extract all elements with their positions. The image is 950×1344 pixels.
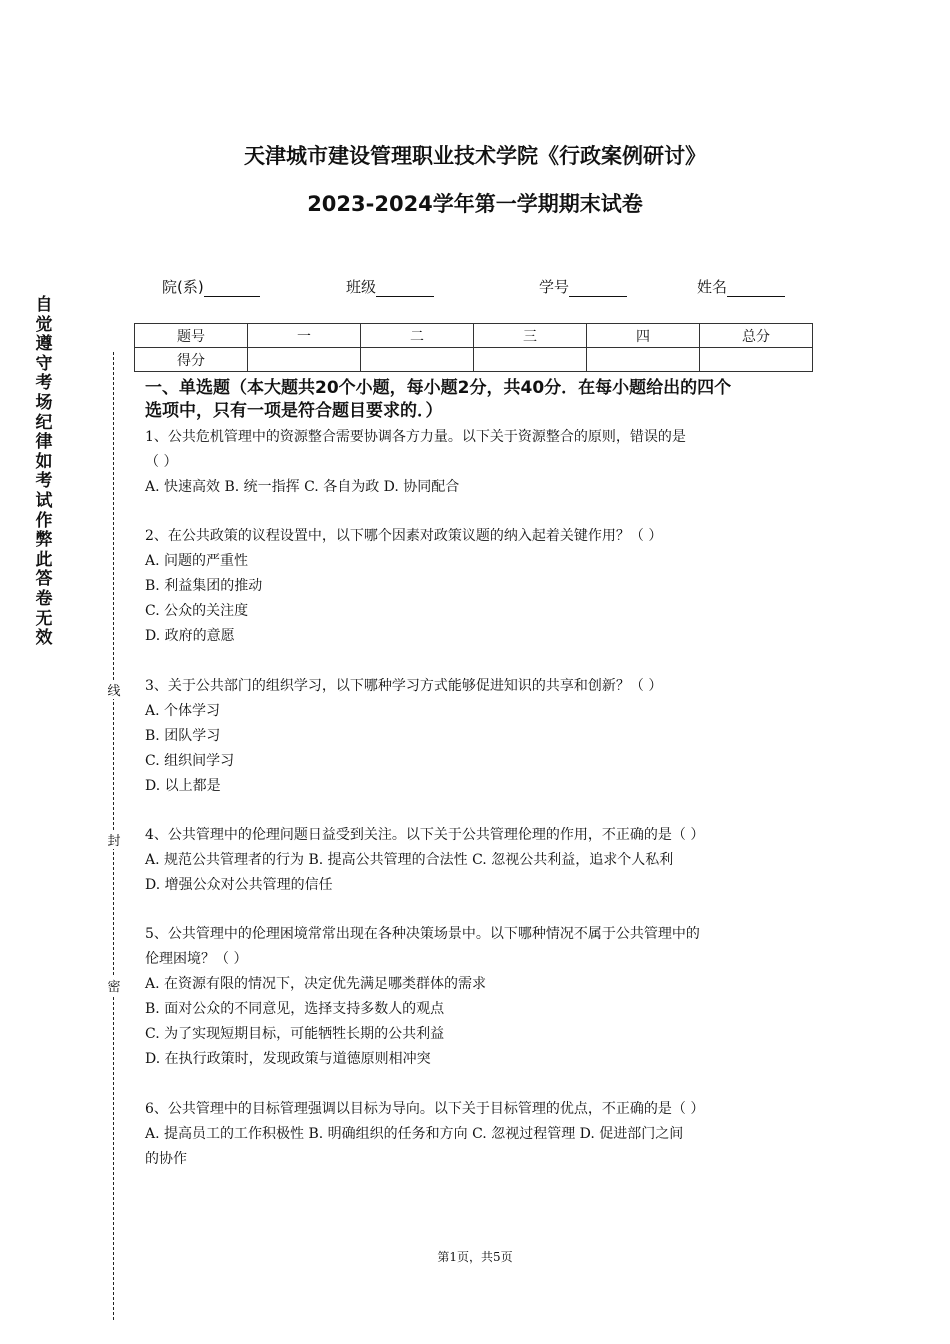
- question-option: A. 在资源有限的情况下，决定优先满足哪类群体的需求: [145, 976, 487, 992]
- score-cell: 得分: [135, 348, 248, 372]
- question-options: A. 提高员工的工作积极性 B. 明确组织的任务和方向 C. 忽视过程管理 D. 促进部门之间: [145, 1126, 684, 1142]
- side-char: 如: [35, 451, 53, 472]
- section-heading-line: 一、单选题（本大题共20个小题，每小题2分，共40分．在每小题给出的四个: [145, 378, 732, 398]
- side-char: 卷: [35, 588, 53, 609]
- side-char: 弊: [35, 530, 53, 551]
- section-heading: [145, 377, 815, 423]
- name-label: 姓名: [697, 278, 728, 296]
- class-label: 班级: [346, 278, 377, 296]
- side-char: 无: [35, 608, 53, 629]
- side-char: 答: [35, 569, 53, 590]
- class-field: [346, 276, 434, 297]
- question-option: D. 以上都是: [145, 778, 221, 794]
- side-char: 场: [35, 392, 53, 413]
- score-cell: 二: [361, 324, 474, 348]
- score-cell: 总分: [700, 324, 813, 348]
- score-input-cell[interactable]: [700, 348, 813, 372]
- question-option: C. 为了实现短期目标，可能牺牲长期的公共利益: [145, 1026, 445, 1042]
- side-char: 考: [35, 471, 53, 492]
- student-id-field: [539, 276, 627, 297]
- side-char: 觉: [35, 314, 53, 335]
- question-text: 2、在公共政策的议程设置中，以下哪个因素对政策议题的纳入起着关键作用？（ ）: [145, 528, 663, 544]
- side-char: 作: [35, 510, 53, 531]
- score-table-header-row: [135, 324, 813, 348]
- question-text: 1、公共危机管理中的资源整合需要协调各方力量。以下关于资源整合的原则，错误的是: [145, 429, 686, 445]
- question-option: A. 问题的严重性: [145, 553, 249, 569]
- question-4: [145, 823, 815, 898]
- question-options: 的协作: [145, 1151, 187, 1167]
- score-cell: 三: [474, 324, 587, 348]
- exam-title-line2: 2023-2024学年第一学期期末试卷: [307, 192, 643, 216]
- side-char: 自: [35, 295, 53, 315]
- score-table-score-row: [135, 348, 813, 372]
- question-option: C. 公众的关注度: [145, 603, 249, 619]
- seal-mark-line: 线: [106, 680, 122, 699]
- seal-mark-seal: 封: [106, 830, 122, 849]
- score-input-cell[interactable]: [587, 348, 700, 372]
- name-blank[interactable]: [727, 280, 785, 297]
- question-2: [145, 524, 815, 649]
- score-input-cell[interactable]: [474, 348, 587, 372]
- score-cell: 题号: [135, 324, 248, 348]
- score-input-cell[interactable]: [248, 348, 361, 372]
- question-options: A. 规范公共管理者的行为 B. 提高公共管理的合法性 C. 忽视公共利益，追求个人私利: [145, 852, 674, 868]
- exam-title-line1: 天津城市建设管理职业技术学院《行政案例研讨》: [244, 144, 706, 168]
- question-option: D. 在执行政策时，发现政策与道德原则相冲突: [145, 1051, 431, 1067]
- student-id-label: 学号: [539, 278, 570, 296]
- class-blank[interactable]: [376, 280, 434, 297]
- side-char: 试: [35, 490, 53, 511]
- question-text: 4、公共管理中的伦理问题日益受到关注。以下关于公共管理伦理的作用，不正确的是（ ）: [145, 827, 705, 843]
- score-input-cell[interactable]: [361, 348, 474, 372]
- question-option: B. 利益集团的推动: [145, 578, 263, 594]
- question-3: [145, 674, 815, 799]
- question-option: D. 增强公众对公共管理的信任: [145, 877, 333, 893]
- score-cell: 四: [587, 324, 700, 348]
- side-char: 律: [35, 432, 53, 453]
- side-char: 效: [35, 628, 53, 649]
- question-option: A. 个体学习: [145, 703, 221, 719]
- department-blank[interactable]: [204, 280, 260, 297]
- department-label: 院(系): [162, 278, 204, 296]
- question-text: 3、关于公共部门的组织学习，以下哪种学习方式能够促进知识的共享和创新？（ ）: [145, 678, 663, 694]
- side-notice: [32, 296, 56, 649]
- question-5: [145, 922, 815, 1072]
- question-options: A. 快速高效 B. 统一指挥 C. 各自为政 D. 协同配合: [145, 479, 460, 495]
- student-id-blank[interactable]: [569, 280, 627, 297]
- score-cell: 一: [248, 324, 361, 348]
- question-option: B. 团队学习: [145, 728, 221, 744]
- side-char: 纪: [35, 412, 53, 433]
- page-footer: 第1页，共5页: [437, 1250, 513, 1264]
- section-heading-line: 选项中，只有一项是符合题目要求的．）: [145, 401, 443, 421]
- side-char: 考: [35, 373, 53, 394]
- question-text: （ ）: [145, 454, 178, 470]
- department-field: [162, 276, 260, 297]
- score-table: [134, 323, 813, 372]
- question-6: [145, 1097, 815, 1172]
- question-option: B. 面对公众的不同意见，选择支持多数人的观点: [145, 1001, 445, 1017]
- question-text: 伦理困境？（ ）: [145, 951, 248, 967]
- seal-mark-secret: 密: [106, 976, 122, 995]
- side-char: 遵: [35, 334, 53, 355]
- question-text: 6、公共管理中的目标管理强调以目标为导向。以下关于目标管理的优点，不正确的是（ ）: [145, 1101, 705, 1117]
- side-char: 此: [35, 549, 53, 570]
- name-field: [697, 276, 785, 297]
- question-text: 5、公共管理中的伦理困境常常出现在各种决策场景中。以下哪种情况不属于公共管理中的: [145, 926, 700, 942]
- side-char: 守: [35, 353, 53, 374]
- question-1: [145, 425, 815, 500]
- question-option: D. 政府的意愿: [145, 628, 235, 644]
- question-option: C. 组织间学习: [145, 753, 235, 769]
